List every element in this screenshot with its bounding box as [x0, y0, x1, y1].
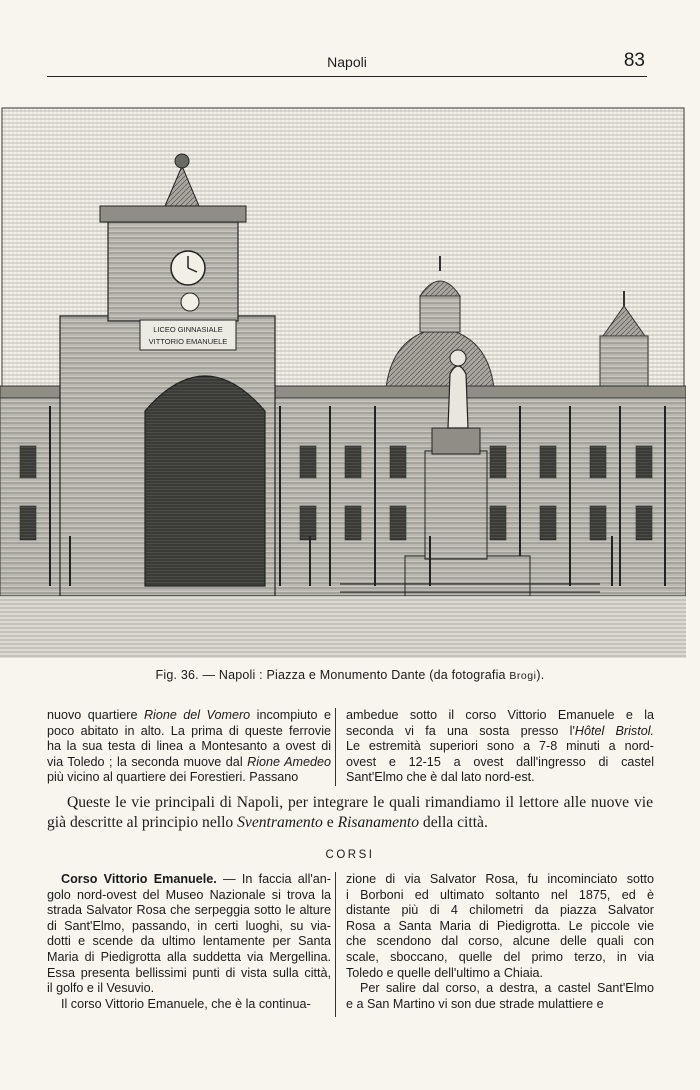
- text-line: [47, 708, 331, 724]
- inscription-line-2: VITTORIO EMANUELE: [148, 337, 228, 346]
- figure-caption: [0, 668, 700, 682]
- text-line: [47, 888, 331, 904]
- text-line: [47, 981, 331, 997]
- line-text: che scendono dal corso, alcune delle quali con: [346, 934, 654, 949]
- text-line: [346, 966, 654, 982]
- text-line: [346, 997, 654, 1013]
- line-text: Rosa a Santa Maria di Piedigrotta. Le piccole vie: [346, 918, 654, 933]
- text-line: [47, 872, 331, 888]
- line-text: Sant'Elmo che è dal lato nord-est.: [346, 770, 535, 785]
- line-text-post: incompiuto e: [250, 708, 331, 722]
- text-line: [346, 888, 654, 904]
- text-line: [47, 724, 331, 740]
- line-text: di Sant'Elmo, passando, in certi luoghi, su via-: [47, 918, 331, 933]
- section-title: CORSI: [325, 849, 375, 861]
- text-line: [346, 934, 654, 950]
- text-line: [346, 770, 654, 786]
- line-text: strada Salvator Rosa che serpeggia sotto le alture: [47, 903, 331, 918]
- main-paragraph: [47, 793, 653, 833]
- text-line: [346, 708, 654, 724]
- text-line: [346, 755, 654, 771]
- engraving-figure: [0, 106, 686, 658]
- line-text: Toledo e quelle dell'ultimo a Chiaia.: [346, 965, 544, 980]
- column-divider: [335, 708, 336, 786]
- page-number: 83: [623, 50, 645, 71]
- text-line: [346, 950, 654, 966]
- text-line: [47, 966, 331, 982]
- line-text: Per salire dal corso, a destra, a castel Sant'Elmo: [360, 981, 654, 996]
- text-line: [47, 950, 331, 966]
- line-text: scale, sboccano, quelle del primo terzo, in via: [346, 949, 654, 964]
- line-text: via Toledo ; la seconda muove dal: [47, 754, 248, 769]
- main-italic-sventramento: Sventramento: [237, 814, 323, 831]
- text-line: [47, 919, 331, 935]
- line-text: Le estremità superiori sono a 7-8 minuti a nord-: [346, 739, 654, 754]
- text-line: [346, 724, 654, 740]
- line-text: ovest e 12-15 a ovest dall'ingresso di castel: [346, 754, 654, 769]
- text-line: [47, 934, 331, 950]
- line-italic: Rione del Vomero: [143, 708, 251, 722]
- line-text: seconda vi fa una sosta presso l': [346, 723, 575, 738]
- upper-left-column: [47, 708, 331, 786]
- line-text: golo nord-ovest del Museo Nazionale si trova la: [47, 887, 331, 902]
- line-text: zione di via Salvator Rosa, fu incominciato sotto: [346, 872, 654, 886]
- caption-suffix: ).: [536, 668, 545, 682]
- line-text: dotti e scende da ultimo lentamente per Santa: [47, 934, 331, 949]
- line-text: e a San Martino vi son due strade mulattiere e: [346, 996, 604, 1011]
- line-italic: Hôtel Bristol.: [574, 723, 655, 738]
- text-line: [346, 903, 654, 919]
- inscription-line-1: LICEO GINNASIALE: [153, 325, 223, 334]
- line-text: Essa presenta bellissimi punti di vista sulla città,: [47, 965, 331, 980]
- line-text: ambedue sotto il corso Vittorio Emanuele e la: [346, 708, 654, 722]
- main-text-c: della città.: [419, 814, 488, 831]
- text-line: [346, 739, 654, 755]
- main-text-a: Queste le vie principali di Napoli, per integrare le quali rimandiamo il lettore alle nuove vie già descritte al principio nello: [47, 794, 653, 831]
- caption-text: Fig. 36. — Napoli : Piazza e Monumento Dante (da fotografia: [155, 668, 510, 682]
- line-text: — In faccia all'an-: [216, 872, 331, 886]
- line-text: ha la sua testa di linea a Montesanto a ovest di: [47, 739, 331, 754]
- text-line: [47, 755, 331, 771]
- line-text: più vicino al quartiere dei Forestieri. Passano: [47, 770, 299, 785]
- lower-left-column: [47, 872, 331, 1012]
- upper-right-column: [346, 708, 654, 786]
- column-divider-lower: [335, 872, 336, 1017]
- lower-right-column: [346, 872, 654, 1012]
- text-line: [47, 739, 331, 755]
- bold-heading: Corso Vittorio Emanuele.: [61, 872, 217, 886]
- text-line: [346, 981, 654, 997]
- line-italic: Rione Amedeo: [247, 754, 332, 769]
- running-header: [47, 46, 647, 77]
- text-line: [47, 997, 331, 1013]
- text-line: [346, 872, 654, 888]
- text-line: [47, 770, 331, 786]
- text-line: [346, 919, 654, 935]
- line-text: il golfo e il Vesuvio.: [47, 981, 155, 996]
- piazza-dante-engraving: [0, 106, 686, 658]
- line-text: Il corso Vittorio Emanuele, che è la continua-: [61, 996, 311, 1011]
- caption-credit: Brogi: [509, 670, 537, 682]
- text-line: [47, 903, 331, 919]
- header-title: Napoli: [327, 54, 367, 70]
- line-text: distante più di 4 chilometri da piazza Salvator: [346, 903, 654, 918]
- main-text-b: e: [322, 814, 338, 831]
- main-italic-risanamento: Risanamento: [337, 814, 420, 831]
- line-text: nuovo quartiere: [47, 708, 144, 722]
- line-text: Maria di Piedigrotta alla suddetta via Mergellina.: [47, 949, 331, 964]
- line-text: i Borboni ed ultimato soltanto nel 1875, ed è: [346, 887, 654, 902]
- line-text: poco abitato in alto. La prima di queste ferrovie: [47, 723, 331, 738]
